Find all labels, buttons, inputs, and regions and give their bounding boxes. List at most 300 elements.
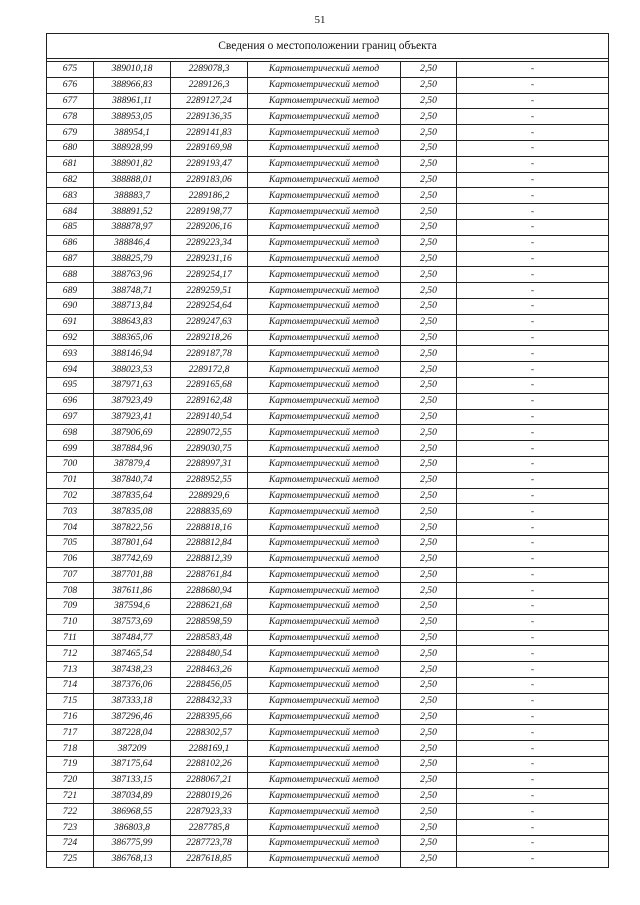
description-cell: -	[457, 662, 609, 678]
table-row	[47, 583, 609, 599]
point-number-cell: 714	[47, 678, 94, 694]
y-coordinate-cell: 2288432,33	[171, 693, 248, 709]
table-row	[47, 377, 609, 393]
accuracy-cell: 2,50	[401, 93, 457, 109]
accuracy-cell: 2,50	[401, 393, 457, 409]
y-coordinate-cell: 2288818,16	[171, 520, 248, 536]
table-row	[47, 62, 609, 78]
table-row	[47, 298, 609, 314]
accuracy-cell: 2,50	[401, 820, 457, 836]
method-cell: Картометрический метод	[248, 551, 401, 567]
y-coordinate-cell: 2288583,48	[171, 630, 248, 646]
table-row	[47, 156, 609, 172]
point-number-cell: 721	[47, 788, 94, 804]
method-cell: Картометрический метод	[248, 283, 401, 299]
method-cell: Картометрический метод	[248, 741, 401, 757]
description-cell: -	[457, 820, 609, 836]
y-coordinate-cell: 2288067,21	[171, 772, 248, 788]
x-coordinate-cell: 388928,99	[94, 140, 171, 156]
y-coordinate-cell: 2289183,06	[171, 172, 248, 188]
point-number-cell: 675	[47, 62, 94, 78]
boundary-coordinates-table	[46, 33, 609, 868]
method-cell: Картометрический метод	[248, 693, 401, 709]
description-cell: -	[457, 283, 609, 299]
point-number-cell: 719	[47, 757, 94, 773]
table-row	[47, 741, 609, 757]
y-coordinate-cell: 2289231,16	[171, 251, 248, 267]
y-coordinate-cell: 2289193,47	[171, 156, 248, 172]
method-cell: Картометрический метод	[248, 614, 401, 630]
method-cell: Картометрический метод	[248, 298, 401, 314]
x-coordinate-cell: 388953,05	[94, 109, 171, 125]
x-coordinate-cell: 386968,55	[94, 804, 171, 820]
point-number-cell: 722	[47, 804, 94, 820]
method-cell: Картометрический метод	[248, 820, 401, 836]
accuracy-cell: 2,50	[401, 504, 457, 520]
y-coordinate-cell: 2289259,51	[171, 283, 248, 299]
table-row	[47, 235, 609, 251]
y-coordinate-cell: 2288598,59	[171, 614, 248, 630]
accuracy-cell: 2,50	[401, 409, 457, 425]
point-number-cell: 698	[47, 425, 94, 441]
method-cell: Картометрический метод	[248, 472, 401, 488]
method-cell: Картометрический метод	[248, 377, 401, 393]
accuracy-cell: 2,50	[401, 788, 457, 804]
table-row	[47, 362, 609, 378]
accuracy-cell: 2,50	[401, 709, 457, 725]
y-coordinate-cell: 2289162,48	[171, 393, 248, 409]
table-row	[47, 630, 609, 646]
y-coordinate-cell: 2289254,64	[171, 298, 248, 314]
description-cell: -	[457, 693, 609, 709]
x-coordinate-cell: 388146,94	[94, 346, 171, 362]
description-cell: -	[457, 219, 609, 235]
description-cell: -	[457, 267, 609, 283]
description-cell: -	[457, 836, 609, 852]
accuracy-cell: 2,50	[401, 267, 457, 283]
x-coordinate-cell: 388365,06	[94, 330, 171, 346]
description-cell: -	[457, 504, 609, 520]
point-number-cell: 706	[47, 551, 94, 567]
table-row	[47, 172, 609, 188]
description-cell: -	[457, 409, 609, 425]
y-coordinate-cell: 2288812,84	[171, 535, 248, 551]
accuracy-cell: 2,50	[401, 283, 457, 299]
accuracy-cell: 2,50	[401, 156, 457, 172]
table-row	[47, 219, 609, 235]
accuracy-cell: 2,50	[401, 219, 457, 235]
x-coordinate-cell: 386775,99	[94, 836, 171, 852]
accuracy-cell: 2,50	[401, 535, 457, 551]
table-title-row	[47, 34, 609, 59]
y-coordinate-cell: 2288480,54	[171, 646, 248, 662]
description-cell: -	[457, 441, 609, 457]
method-cell: Картометрический метод	[248, 520, 401, 536]
x-coordinate-cell: 387133,15	[94, 772, 171, 788]
method-cell: Картометрический метод	[248, 409, 401, 425]
point-number-cell: 710	[47, 614, 94, 630]
method-cell: Картометрический метод	[248, 330, 401, 346]
table-row	[47, 346, 609, 362]
x-coordinate-cell: 387573,69	[94, 614, 171, 630]
accuracy-cell: 2,50	[401, 583, 457, 599]
accuracy-cell: 2,50	[401, 125, 457, 141]
accuracy-cell: 2,50	[401, 725, 457, 741]
accuracy-cell: 2,50	[401, 646, 457, 662]
table-row	[47, 488, 609, 504]
table-row	[47, 662, 609, 678]
y-coordinate-cell: 2289206,16	[171, 219, 248, 235]
description-cell: -	[457, 314, 609, 330]
x-coordinate-cell: 387906,69	[94, 425, 171, 441]
method-cell: Картометрический метод	[248, 456, 401, 472]
accuracy-cell: 2,50	[401, 314, 457, 330]
description-cell: -	[457, 140, 609, 156]
description-cell: -	[457, 472, 609, 488]
table-row	[47, 678, 609, 694]
y-coordinate-cell: 2289247,63	[171, 314, 248, 330]
description-cell: -	[457, 520, 609, 536]
accuracy-cell: 2,50	[401, 836, 457, 852]
description-cell: -	[457, 741, 609, 757]
point-number-cell: 676	[47, 77, 94, 93]
method-cell: Картометрический метод	[248, 362, 401, 378]
method-cell: Картометрический метод	[248, 140, 401, 156]
table-row	[47, 77, 609, 93]
table-row	[47, 267, 609, 283]
y-coordinate-cell: 2289223,34	[171, 235, 248, 251]
table-title: Сведения о местоположении границ объекта	[47, 34, 609, 59]
y-coordinate-cell: 2289172,8	[171, 362, 248, 378]
point-number-cell: 717	[47, 725, 94, 741]
point-number-cell: 711	[47, 630, 94, 646]
point-number-cell: 718	[47, 741, 94, 757]
description-cell: -	[457, 156, 609, 172]
y-coordinate-cell: 2287785,8	[171, 820, 248, 836]
point-number-cell: 684	[47, 204, 94, 220]
description-cell: -	[457, 93, 609, 109]
point-number-cell: 678	[47, 109, 94, 125]
point-number-cell: 688	[47, 267, 94, 283]
y-coordinate-cell: 2288621,68	[171, 599, 248, 615]
description-cell: -	[457, 393, 609, 409]
y-coordinate-cell: 2288019,26	[171, 788, 248, 804]
y-coordinate-cell: 2289187,78	[171, 346, 248, 362]
accuracy-cell: 2,50	[401, 741, 457, 757]
accuracy-cell: 2,50	[401, 251, 457, 267]
method-cell: Картометрический метод	[248, 93, 401, 109]
point-number-cell: 682	[47, 172, 94, 188]
accuracy-cell: 2,50	[401, 551, 457, 567]
y-coordinate-cell: 2289126,3	[171, 77, 248, 93]
point-number-cell: 690	[47, 298, 94, 314]
method-cell: Картометрический метод	[248, 678, 401, 694]
accuracy-cell: 2,50	[401, 188, 457, 204]
method-cell: Картометрический метод	[248, 251, 401, 267]
table-row	[47, 820, 609, 836]
x-coordinate-cell: 388888,01	[94, 172, 171, 188]
point-number-cell: 725	[47, 851, 94, 867]
x-coordinate-cell: 387296,46	[94, 709, 171, 725]
accuracy-cell: 2,50	[401, 425, 457, 441]
method-cell: Картометрический метод	[248, 662, 401, 678]
description-cell: -	[457, 425, 609, 441]
y-coordinate-cell: 2289198,77	[171, 204, 248, 220]
x-coordinate-cell: 388748,71	[94, 283, 171, 299]
y-coordinate-cell: 2287723,78	[171, 836, 248, 852]
description-cell: -	[457, 567, 609, 583]
table-row	[47, 393, 609, 409]
table-row	[47, 535, 609, 551]
table-row	[47, 757, 609, 773]
x-coordinate-cell: 387611,86	[94, 583, 171, 599]
method-cell: Картометрический метод	[248, 804, 401, 820]
description-cell: -	[457, 599, 609, 615]
y-coordinate-cell: 2288997,31	[171, 456, 248, 472]
accuracy-cell: 2,50	[401, 567, 457, 583]
description-cell: -	[457, 709, 609, 725]
description-cell: -	[457, 725, 609, 741]
point-number-cell: 681	[47, 156, 94, 172]
description-cell: -	[457, 188, 609, 204]
point-number-cell: 716	[47, 709, 94, 725]
table-row	[47, 441, 609, 457]
method-cell: Картометрический метод	[248, 219, 401, 235]
accuracy-cell: 2,50	[401, 235, 457, 251]
method-cell: Картометрический метод	[248, 788, 401, 804]
method-cell: Картометрический метод	[248, 425, 401, 441]
table-row	[47, 125, 609, 141]
table-row	[47, 567, 609, 583]
point-number-cell: 689	[47, 283, 94, 299]
point-number-cell: 687	[47, 251, 94, 267]
x-coordinate-cell: 388954,1	[94, 125, 171, 141]
x-coordinate-cell: 387484,77	[94, 630, 171, 646]
y-coordinate-cell: 2289127,24	[171, 93, 248, 109]
x-coordinate-cell: 387822,56	[94, 520, 171, 536]
y-coordinate-cell: 2289140,54	[171, 409, 248, 425]
accuracy-cell: 2,50	[401, 678, 457, 694]
accuracy-cell: 2,50	[401, 693, 457, 709]
table-row	[47, 709, 609, 725]
table-row	[47, 472, 609, 488]
x-coordinate-cell: 388846,4	[94, 235, 171, 251]
method-cell: Картометрический метод	[248, 267, 401, 283]
accuracy-cell: 2,50	[401, 204, 457, 220]
accuracy-cell: 2,50	[401, 804, 457, 820]
description-cell: -	[457, 172, 609, 188]
x-coordinate-cell: 387742,69	[94, 551, 171, 567]
point-number-cell: 680	[47, 140, 94, 156]
method-cell: Картометрический метод	[248, 441, 401, 457]
accuracy-cell: 2,50	[401, 346, 457, 362]
table-row	[47, 804, 609, 820]
accuracy-cell: 2,50	[401, 614, 457, 630]
accuracy-cell: 2,50	[401, 851, 457, 867]
y-coordinate-cell: 2289186,2	[171, 188, 248, 204]
y-coordinate-cell: 2287618,85	[171, 851, 248, 867]
accuracy-cell: 2,50	[401, 109, 457, 125]
point-number-cell: 705	[47, 535, 94, 551]
description-cell: -	[457, 583, 609, 599]
method-cell: Картометрический метод	[248, 172, 401, 188]
method-cell: Картометрический метод	[248, 851, 401, 867]
point-number-cell: 700	[47, 456, 94, 472]
description-cell: -	[457, 535, 609, 551]
method-cell: Картометрический метод	[248, 77, 401, 93]
description-cell: -	[457, 235, 609, 251]
y-coordinate-cell: 2288680,94	[171, 583, 248, 599]
table-row	[47, 788, 609, 804]
accuracy-cell: 2,50	[401, 488, 457, 504]
x-coordinate-cell: 387209	[94, 741, 171, 757]
table-row	[47, 504, 609, 520]
method-cell: Картометрический метод	[248, 836, 401, 852]
x-coordinate-cell: 386803,8	[94, 820, 171, 836]
point-number-cell: 703	[47, 504, 94, 520]
table-body	[47, 34, 609, 868]
method-cell: Картометрический метод	[248, 109, 401, 125]
method-cell: Картометрический метод	[248, 346, 401, 362]
method-cell: Картометрический метод	[248, 646, 401, 662]
x-coordinate-cell: 388966,83	[94, 77, 171, 93]
point-number-cell: 677	[47, 93, 94, 109]
method-cell: Картометрический метод	[248, 204, 401, 220]
y-coordinate-cell: 2288835,69	[171, 504, 248, 520]
x-coordinate-cell: 387228,04	[94, 725, 171, 741]
table-row	[47, 330, 609, 346]
y-coordinate-cell: 2289169,98	[171, 140, 248, 156]
point-number-cell: 709	[47, 599, 94, 615]
method-cell: Картометрический метод	[248, 599, 401, 615]
y-coordinate-cell: 2288456,05	[171, 678, 248, 694]
method-cell: Картометрический метод	[248, 567, 401, 583]
point-number-cell: 693	[47, 346, 94, 362]
x-coordinate-cell: 387438,23	[94, 662, 171, 678]
accuracy-cell: 2,50	[401, 77, 457, 93]
x-coordinate-cell: 387034,89	[94, 788, 171, 804]
x-coordinate-cell: 387701,88	[94, 567, 171, 583]
point-number-cell: 702	[47, 488, 94, 504]
accuracy-cell: 2,50	[401, 772, 457, 788]
y-coordinate-cell: 2288302,57	[171, 725, 248, 741]
table-row	[47, 646, 609, 662]
method-cell: Картометрический метод	[248, 156, 401, 172]
x-coordinate-cell: 387971,63	[94, 377, 171, 393]
method-cell: Картометрический метод	[248, 583, 401, 599]
y-coordinate-cell: 2288761,84	[171, 567, 248, 583]
x-coordinate-cell: 388825,79	[94, 251, 171, 267]
table-row	[47, 251, 609, 267]
method-cell: Картометрический метод	[248, 488, 401, 504]
table-row	[47, 188, 609, 204]
x-coordinate-cell: 387884,96	[94, 441, 171, 457]
y-coordinate-cell: 2288169,1	[171, 741, 248, 757]
point-number-cell: 699	[47, 441, 94, 457]
description-cell: -	[457, 125, 609, 141]
y-coordinate-cell: 2289136,35	[171, 109, 248, 125]
description-cell: -	[457, 551, 609, 567]
method-cell: Картометрический метод	[248, 757, 401, 773]
point-number-cell: 723	[47, 820, 94, 836]
point-number-cell: 712	[47, 646, 94, 662]
description-cell: -	[457, 456, 609, 472]
method-cell: Картометрический метод	[248, 725, 401, 741]
x-coordinate-cell: 388643,83	[94, 314, 171, 330]
point-number-cell: 679	[47, 125, 94, 141]
description-cell: -	[457, 788, 609, 804]
accuracy-cell: 2,50	[401, 362, 457, 378]
accuracy-cell: 2,50	[401, 599, 457, 615]
accuracy-cell: 2,50	[401, 172, 457, 188]
method-cell: Картометрический метод	[248, 393, 401, 409]
table-row	[47, 614, 609, 630]
method-cell: Картометрический метод	[248, 188, 401, 204]
x-coordinate-cell: 388883,7	[94, 188, 171, 204]
x-coordinate-cell: 388763,96	[94, 267, 171, 283]
accuracy-cell: 2,50	[401, 140, 457, 156]
method-cell: Картометрический метод	[248, 709, 401, 725]
x-coordinate-cell: 389010,18	[94, 62, 171, 78]
description-cell: -	[457, 77, 609, 93]
method-cell: Картометрический метод	[248, 235, 401, 251]
table-row	[47, 851, 609, 867]
x-coordinate-cell: 387835,64	[94, 488, 171, 504]
point-number-cell: 715	[47, 693, 94, 709]
x-coordinate-cell: 388878,97	[94, 219, 171, 235]
method-cell: Картометрический метод	[248, 630, 401, 646]
y-coordinate-cell: 2288395,66	[171, 709, 248, 725]
method-cell: Картометрический метод	[248, 535, 401, 551]
accuracy-cell: 2,50	[401, 662, 457, 678]
method-cell: Картометрический метод	[248, 772, 401, 788]
description-cell: -	[457, 62, 609, 78]
point-number-cell: 701	[47, 472, 94, 488]
x-coordinate-cell: 387333,18	[94, 693, 171, 709]
y-coordinate-cell: 2288952,55	[171, 472, 248, 488]
point-number-cell: 724	[47, 836, 94, 852]
description-cell: -	[457, 488, 609, 504]
y-coordinate-cell: 2289165,68	[171, 377, 248, 393]
description-cell: -	[457, 757, 609, 773]
x-coordinate-cell: 388891,52	[94, 204, 171, 220]
description-cell: -	[457, 204, 609, 220]
table-row	[47, 520, 609, 536]
table-row	[47, 551, 609, 567]
table-row	[47, 725, 609, 741]
point-number-cell: 685	[47, 219, 94, 235]
x-coordinate-cell: 387175,64	[94, 757, 171, 773]
accuracy-cell: 2,50	[401, 520, 457, 536]
description-cell: -	[457, 362, 609, 378]
accuracy-cell: 2,50	[401, 630, 457, 646]
description-cell: -	[457, 646, 609, 662]
y-coordinate-cell: 2289141,83	[171, 125, 248, 141]
x-coordinate-cell: 387465,54	[94, 646, 171, 662]
x-coordinate-cell: 387923,49	[94, 393, 171, 409]
accuracy-cell: 2,50	[401, 757, 457, 773]
y-coordinate-cell: 2288929,6	[171, 488, 248, 504]
method-cell: Картометрический метод	[248, 62, 401, 78]
y-coordinate-cell: 2289254,17	[171, 267, 248, 283]
y-coordinate-cell: 2289078,3	[171, 62, 248, 78]
y-coordinate-cell: 2288102,26	[171, 757, 248, 773]
description-cell: -	[457, 772, 609, 788]
x-coordinate-cell: 387376,06	[94, 678, 171, 694]
x-coordinate-cell: 388901,82	[94, 156, 171, 172]
table-row	[47, 425, 609, 441]
y-coordinate-cell: 2289218,26	[171, 330, 248, 346]
